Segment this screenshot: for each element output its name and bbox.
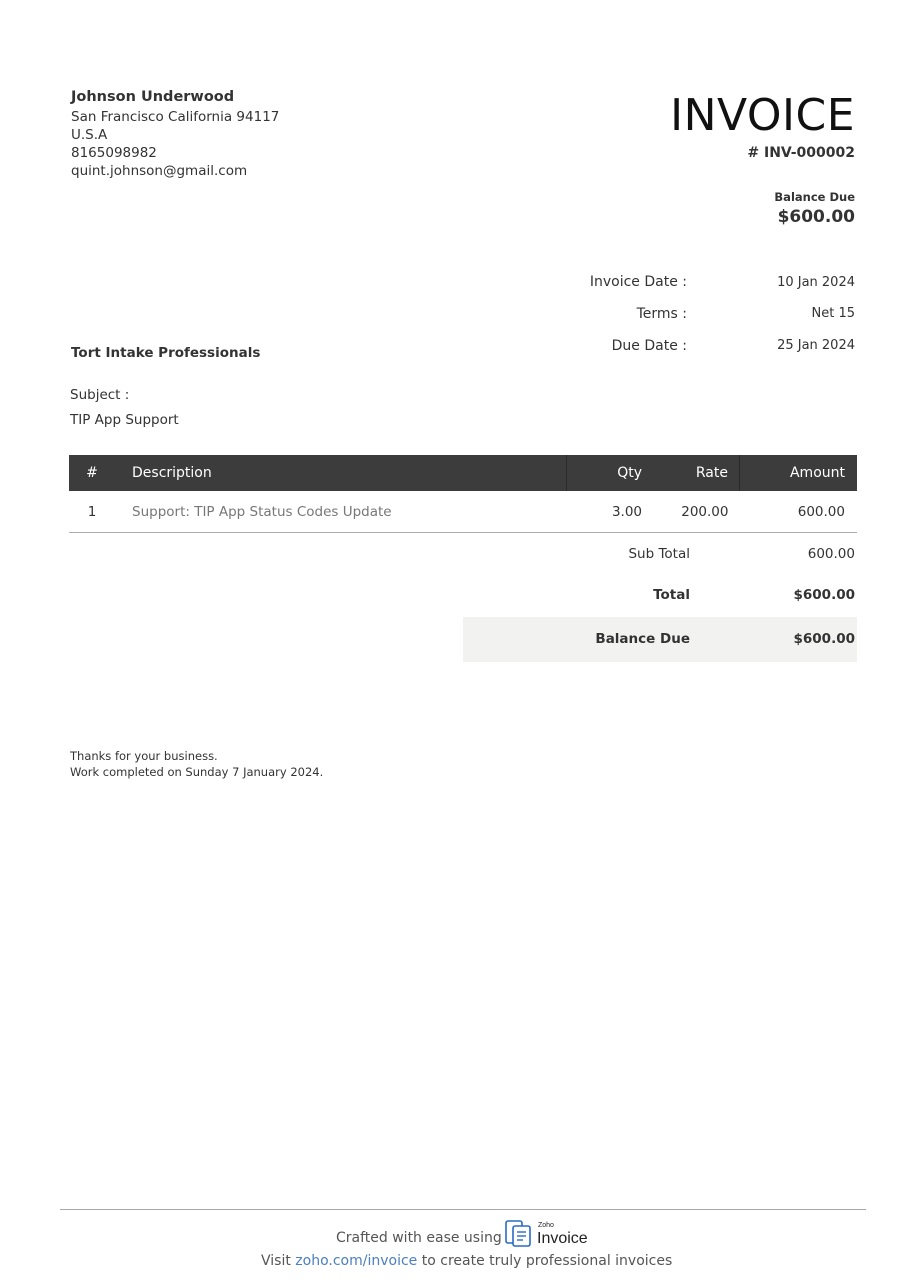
sender-address-line1: San Francisco California 94117 (71, 109, 280, 125)
invoice-title: INVOICE (670, 90, 855, 141)
table-row (69, 491, 857, 533)
subject-value: TIP App Support (70, 412, 179, 428)
invoice-number: # INV-000002 (747, 145, 855, 161)
total-label: Total (653, 587, 690, 603)
crafted-text: Crafted with ease using (336, 1230, 502, 1246)
visit-suffix: to create truly professional invoices (421, 1253, 673, 1269)
balance-due-amount: $600.00 (777, 207, 855, 227)
visit-line (261, 1253, 672, 1269)
notes-line2: Work completed on Sunday 7 January 2024. (70, 765, 324, 779)
zoho-invoice-link[interactable]: zoho.com/invoice (295, 1253, 418, 1269)
balance-due-total-label: Balance Due (595, 631, 690, 647)
footer-divider (60, 1209, 866, 1210)
due-date-value: 25 Jan 2024 (777, 338, 855, 353)
zoho-invoice-logo-icon (504, 1218, 594, 1248)
line-items-table (69, 455, 857, 533)
invoice-date-label: Invoice Date : (589, 274, 687, 290)
item-description: Support: TIP App Status Codes Update (115, 491, 567, 533)
due-date-label: Due Date : (611, 338, 687, 354)
logo-zoho-text: Zoho (538, 1222, 554, 1229)
total-value: $600.00 (793, 587, 855, 603)
item-qty: 3.00 (567, 491, 643, 533)
balance-due-label: Balance Due (774, 190, 855, 204)
subject-label: Subject : (70, 387, 130, 403)
header-qty: Qty (567, 455, 643, 491)
header-rate: Rate (642, 455, 740, 491)
bill-to-name: Tort Intake Professionals (71, 345, 261, 361)
sender-email: quint.johnson@gmail.com (71, 163, 248, 179)
sender-name: Johnson Underwood (71, 89, 235, 105)
header-description: Description (115, 455, 567, 491)
notes-line1: Thanks for your business. (70, 749, 218, 763)
table-header-row (69, 455, 857, 491)
logo-invoice-text: Invoice (537, 1230, 588, 1247)
terms-value: Net 15 (811, 306, 855, 321)
visit-prefix: Visit (261, 1253, 291, 1269)
sender-address-line2: U.S.A (71, 127, 108, 143)
item-number: 1 (69, 491, 115, 533)
sub-total-value: 600.00 (807, 546, 855, 562)
header-amount: Amount (740, 455, 858, 491)
sender-phone: 8165098982 (71, 145, 157, 161)
header-number: # (69, 455, 115, 491)
invoice-date-value: 10 Jan 2024 (777, 275, 855, 290)
sub-total-label: Sub Total (628, 546, 690, 562)
terms-label: Terms : (636, 306, 687, 322)
item-amount: 600.00 (740, 491, 858, 533)
item-rate: 200.00 (642, 491, 740, 533)
balance-due-total-value: $600.00 (793, 631, 855, 647)
